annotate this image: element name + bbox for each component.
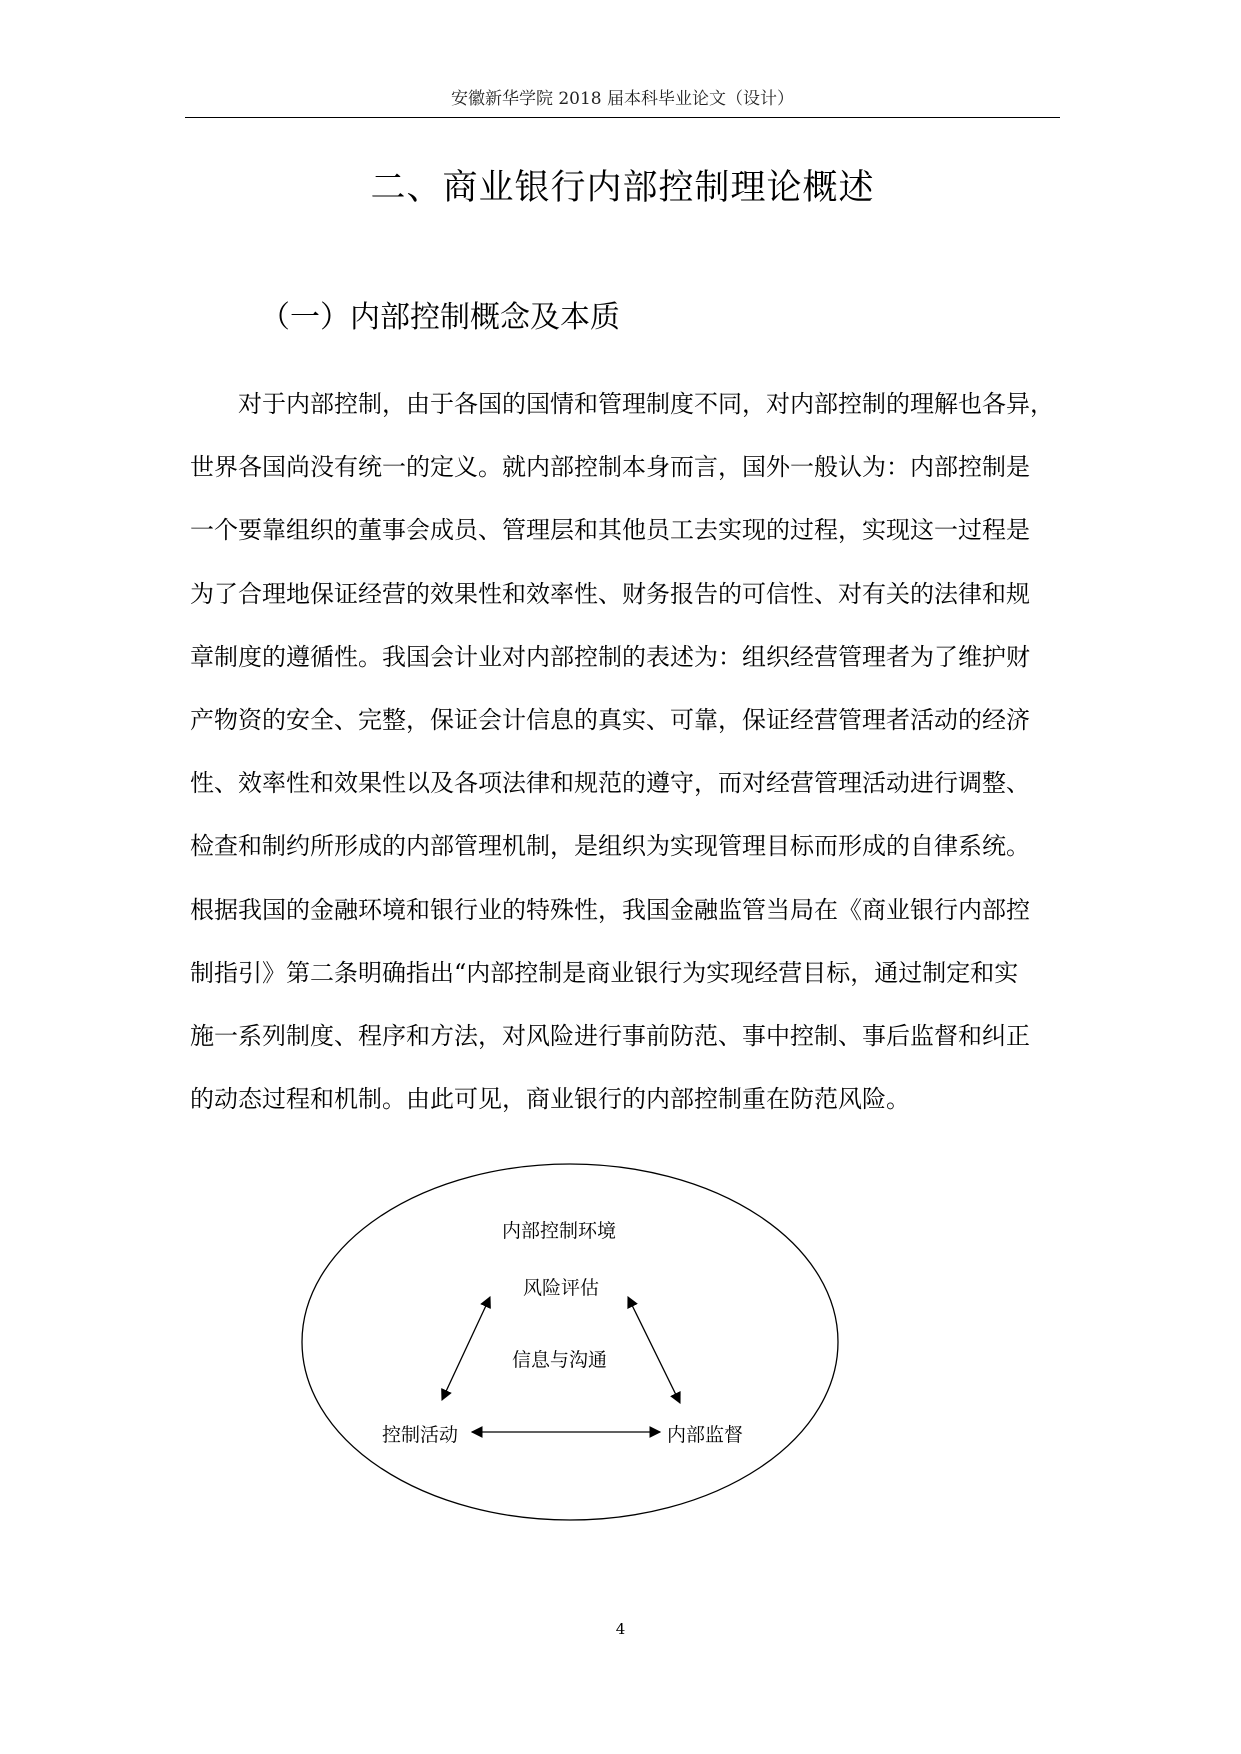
- body-line: 检查和制约所形成的内部管理机制，是组织为实现管理目标而形成的自律系统。: [190, 832, 1030, 861]
- page-number: 4: [615, 1620, 626, 1638]
- label-information-communication: 信息与沟通: [512, 1349, 608, 1371]
- body-line: 一个要靠组织的董事会成员、管理层和其他员工去实现的过程，实现这一过程是: [190, 516, 1030, 545]
- chapter-title: 二、商业银行内部控制理论概述: [370, 168, 875, 208]
- label-internal-supervision: 内部监督: [667, 1424, 744, 1446]
- body-line: 章制度的遵循性。我国会计业对内部控制的表述为：组织经营管理者为了维护财: [190, 642, 1030, 671]
- label-risk-assessment: 风险评估: [523, 1277, 600, 1299]
- body-paragraph: [190, 384, 1060, 1142]
- section-title: （一）内部控制概念及本质: [260, 300, 620, 335]
- header-rule: [185, 117, 1060, 118]
- body-line: 产物资的安全、完整，保证会计信息的真实、可靠，保证经营管理者活动的经济: [190, 705, 1030, 734]
- internal-control-diagram: [300, 1162, 840, 1522]
- arrow-risk-to-control: [442, 1297, 490, 1400]
- body-line: 的动态过程和机制。由此可见，商业银行的内部控制重在防范风险。: [190, 1085, 910, 1114]
- body-line: 施一系列制度、程序和方法，对风险进行事前防范、事中控制、事后监督和纠正: [190, 1021, 1030, 1050]
- body-line: 性、效率性和效果性以及各项法律和规范的遵守，而对经营管理活动进行调整、: [190, 769, 1030, 798]
- label-control-environment: 内部控制环境: [502, 1220, 617, 1242]
- body-line: 对于内部控制，由于各国的国情和管理制度不同，对内部控制的理解也各异，: [238, 390, 1054, 418]
- running-header: 安徽新华学院 2018 届本科毕业论文（设计）: [450, 89, 795, 109]
- body-line: 世界各国尚没有统一的定义。就内部控制本身而言，国外一般认为：内部控制是: [190, 453, 1030, 482]
- body-line: 为了合理地保证经营的效果性和效率性、财务报告的可信性、对有关的法律和规: [190, 579, 1030, 608]
- arrow-risk-to-supervision: [628, 1297, 680, 1403]
- body-line: 根据我国的金融环境和银行业的特殊性，我国金融监管当局在《商业银行内部控: [190, 895, 1030, 924]
- label-control-activities: 控制活动: [382, 1424, 459, 1446]
- body-line: 制指引》第二条明确指出“内部控制是商业银行为实现经营目标，通过制定和实: [190, 958, 1019, 987]
